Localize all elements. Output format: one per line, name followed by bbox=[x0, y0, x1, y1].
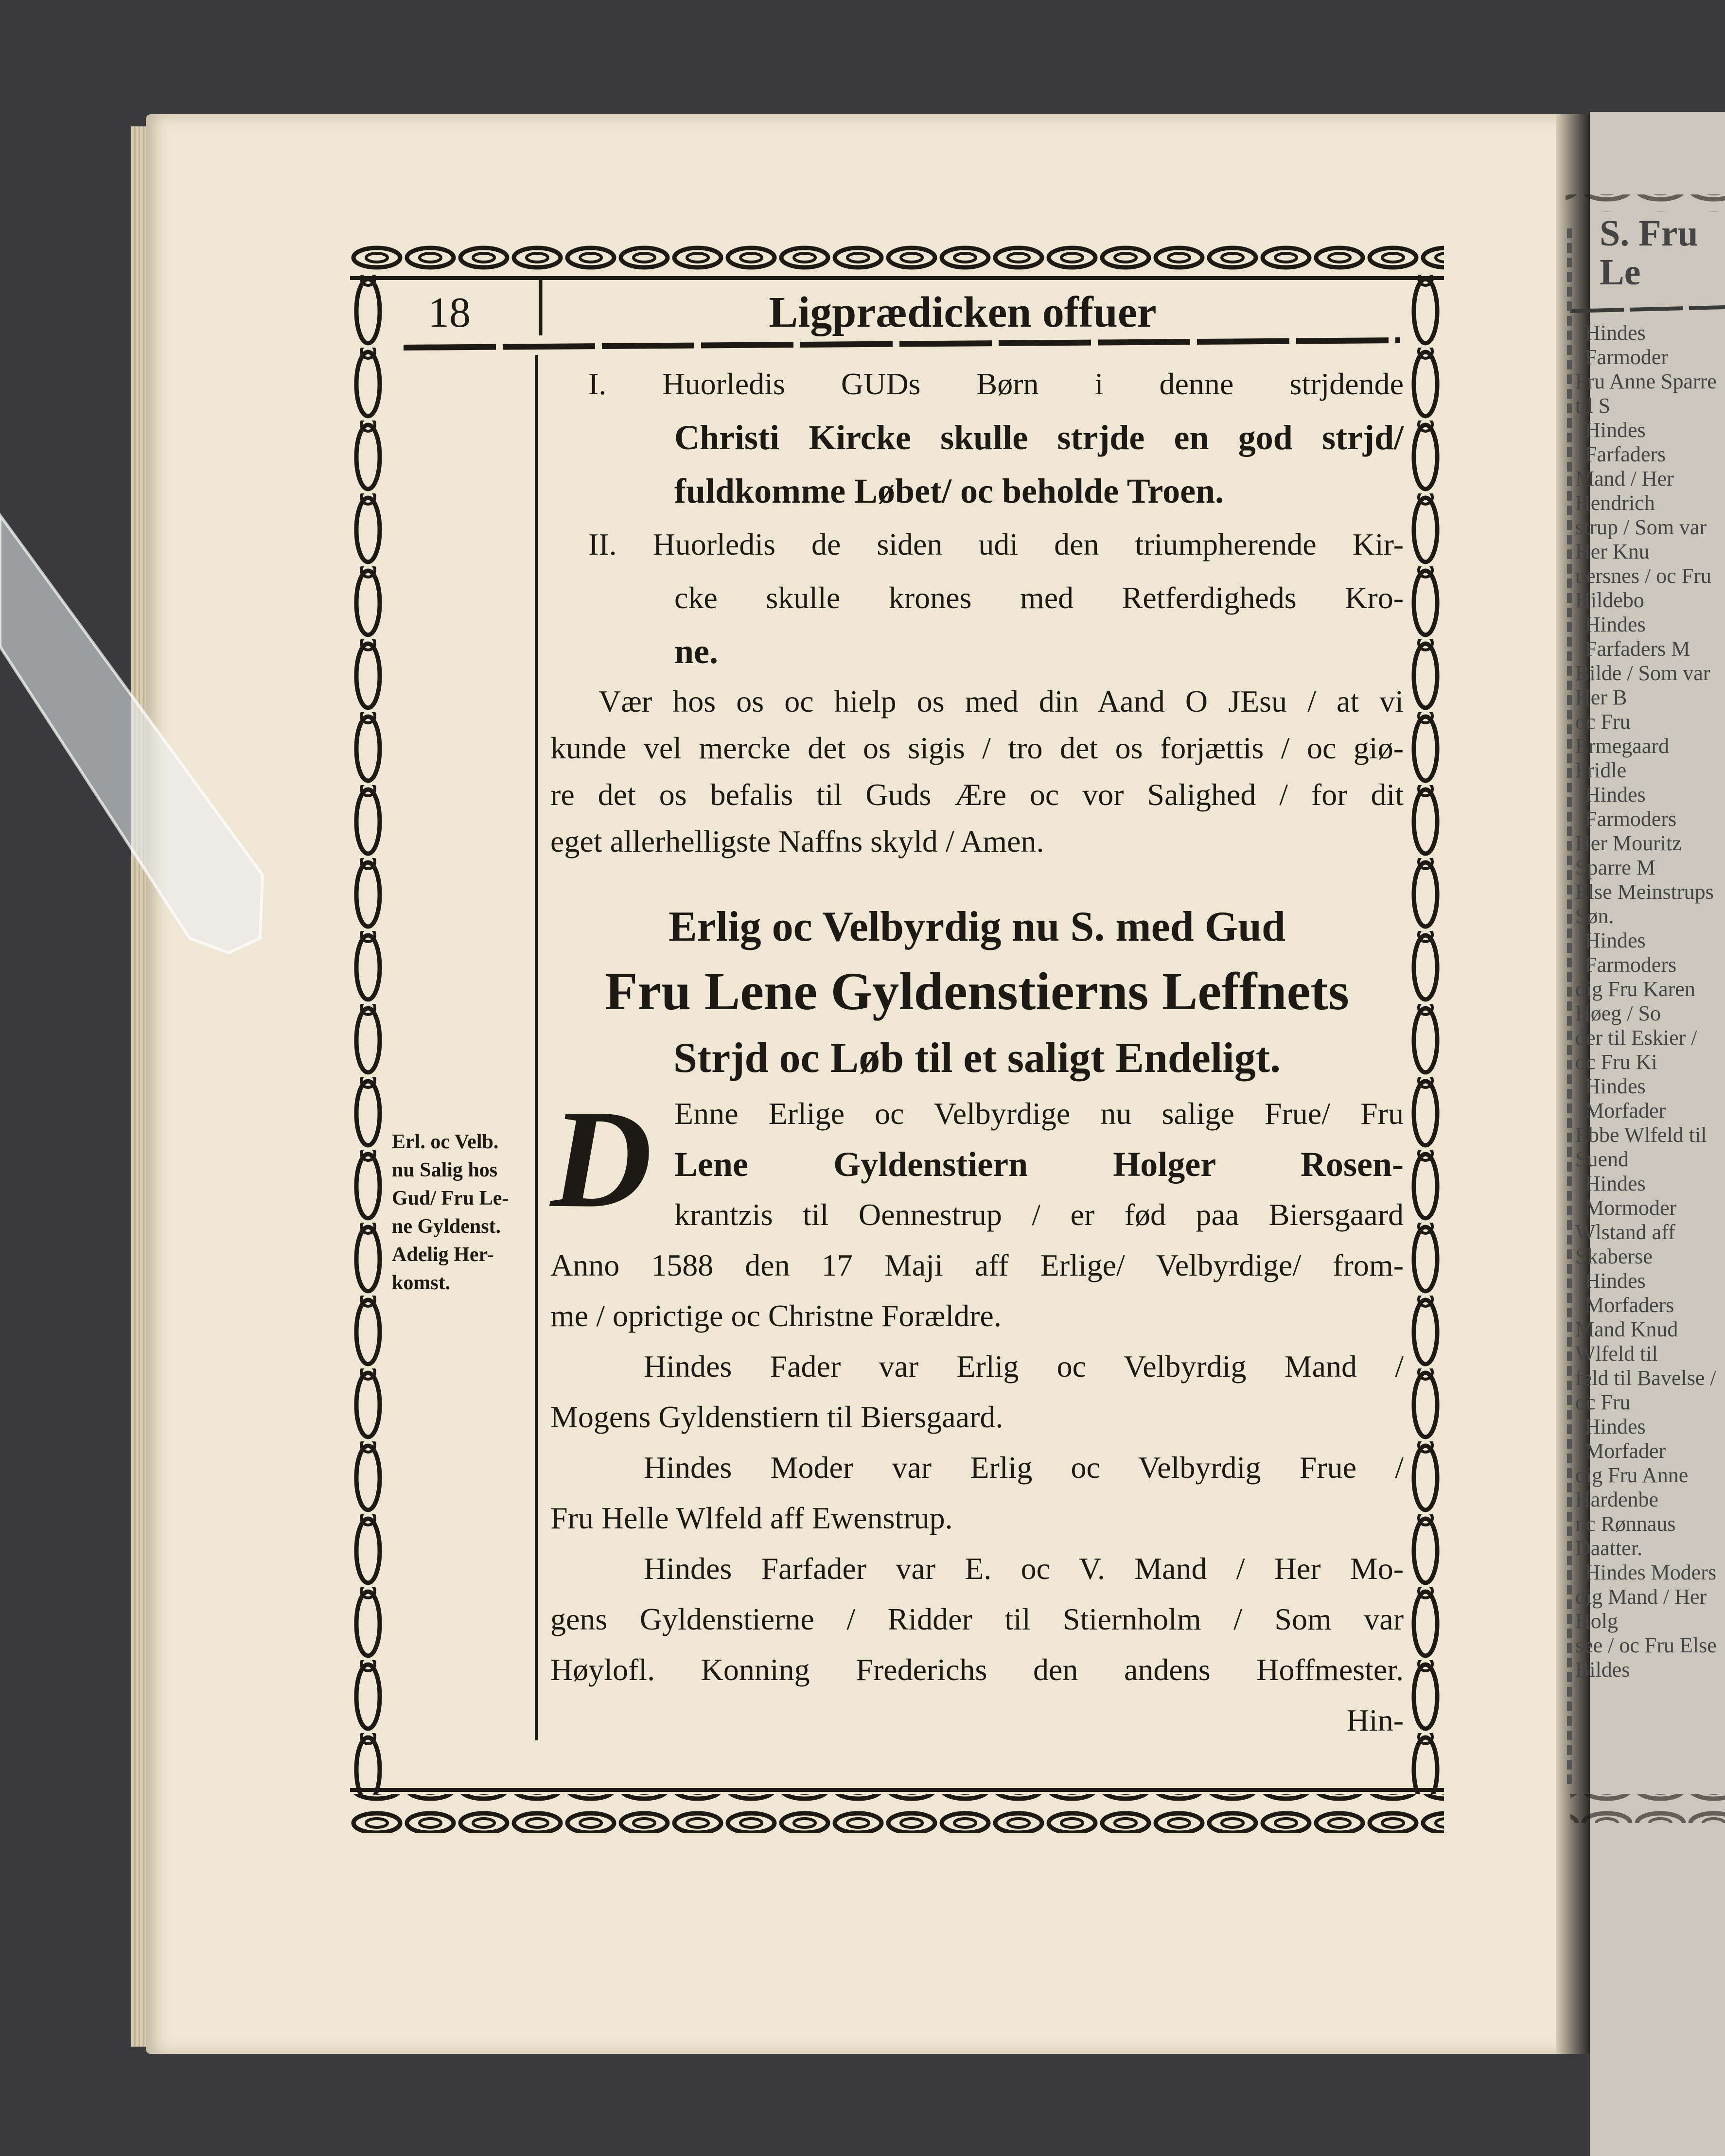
body-line: II. Huorledis de siden udi den triumpherende Kir- bbox=[588, 527, 1404, 561]
facing-line: Hindes Morfader bbox=[1585, 1415, 1666, 1463]
facing-line: Bilde / Som var Her B bbox=[1575, 661, 1710, 709]
body-line: I. Huorledis GUDs Børn i denne strjdende bbox=[588, 367, 1404, 401]
body-line: Mogens Gyldenstiern til Biersgaard. bbox=[550, 1400, 1003, 1434]
facing-line: Mand / Her Hendrich bbox=[1575, 467, 1674, 515]
body-line: Hin- bbox=[1346, 1703, 1404, 1737]
facing-line: feld til Bavelse / oc Fru bbox=[1575, 1366, 1716, 1414]
facing-running-head: S. Fru Le bbox=[1600, 213, 1698, 293]
body-line: Hindes Farfader var E. oc V. Mand / Her Mo- bbox=[644, 1551, 1404, 1586]
body-line: Hindes Moder var Erlig oc Velbyrdig Frue / bbox=[644, 1450, 1404, 1485]
body-line: eget allerhelligste Naffns skyld / Amen. bbox=[550, 824, 1044, 859]
facing-line: see / oc Fru Else Bildes bbox=[1575, 1633, 1717, 1682]
margin-note-line: Erl. oc Velb. bbox=[392, 1131, 499, 1153]
page-number: 18 bbox=[428, 289, 471, 336]
facing-line: uersnes / oc Fru Hildebo bbox=[1575, 564, 1711, 612]
body-text bbox=[550, 357, 1404, 1746]
body-line: ne. bbox=[674, 632, 718, 671]
facing-line: Else Meinstrups Søn. bbox=[1575, 880, 1714, 928]
facing-line: dig Mand / Her Holg bbox=[1575, 1585, 1707, 1633]
facing-line: Hindes Farfaders bbox=[1585, 418, 1666, 466]
facing-line: Hindes Morfaders bbox=[1585, 1269, 1674, 1317]
top-border bbox=[350, 241, 1444, 275]
body-line: krantzis til Oennestrup / er fød paa Biersgaard bbox=[674, 1197, 1404, 1232]
facing-line: Wlstand aff Skaberse bbox=[1575, 1220, 1675, 1268]
margin-note-line: Gud/ Fru Le- bbox=[392, 1187, 509, 1209]
margin-note-line: ne Gyldenst. bbox=[392, 1215, 501, 1238]
body-line: Anno 1588 den 17 Maji aff Erlige/ Velbyrdige/ from- bbox=[550, 1248, 1404, 1282]
margin-note-line: nu Salig hos bbox=[392, 1159, 498, 1181]
body-line: re det os befalis til Guds Ære oc vor Salighed / for dit bbox=[550, 777, 1404, 812]
body-line: fuldkomme Løbet/ oc beholde Troen. bbox=[674, 472, 1224, 510]
facing-line: Hindes Morfader bbox=[1585, 1074, 1666, 1122]
body-line: me / oprictige oc Christne Forældre. bbox=[550, 1298, 1002, 1333]
facing-line: der til Eskier / oc Fru Ki bbox=[1575, 1026, 1697, 1074]
facing-line: dig Fru Anne Hardenbe bbox=[1575, 1463, 1689, 1511]
margin-note-line: komst. bbox=[392, 1272, 451, 1294]
body-line: Høylofl. Konning Frederichs den andens Hoffmester. bbox=[550, 1652, 1404, 1687]
body-line: cke skulle krones med Retferdigheds Kro- bbox=[674, 580, 1404, 615]
facing-line: Fru Anne Sparre til S bbox=[1575, 369, 1717, 418]
right-border bbox=[1409, 275, 1444, 1794]
section-heading: Strjd oc Løb til et saligt Endeligt. bbox=[673, 1034, 1281, 1082]
facing-line: Hindes Farmoders bbox=[1585, 929, 1677, 977]
letter-opener bbox=[0, 0, 340, 1021]
margin-note bbox=[392, 1128, 530, 1297]
facing-line: oc Fru Ermegaard Fridle bbox=[1575, 710, 1669, 782]
facing-line: nc Rønnaus Daatter. bbox=[1575, 1512, 1676, 1560]
facing-line: dig Fru Karen Høeg / So bbox=[1575, 977, 1695, 1025]
body-line: Lene Gyldenstiern Holger Rosen- bbox=[674, 1145, 1404, 1184]
facing-line: Hindes Mormoder bbox=[1585, 1172, 1677, 1220]
body-line: Hindes Fader var Erlig oc Velbyrdig Mand / bbox=[644, 1349, 1404, 1384]
facing-line: Hindes Farmoder bbox=[1585, 321, 1669, 369]
running-head: Ligprædicken offuer bbox=[769, 288, 1157, 336]
facing-line: Hindes Moders bbox=[1585, 1560, 1717, 1584]
left-border bbox=[350, 275, 387, 1794]
facing-line: Her Mouritz Sparre M bbox=[1575, 831, 1682, 879]
facing-line: Ebbe Wlfeld til Suend bbox=[1575, 1123, 1707, 1171]
body-line: Vær hos os oc hielp os med din Aand O JEsu / at vi bbox=[598, 684, 1404, 719]
drop-cap: D bbox=[550, 1081, 652, 1237]
section-heading: Fru Lene Gyldenstierns Leffnets bbox=[605, 962, 1349, 1021]
body-line: Fru Helle Wlfeld aff Ewenstrup. bbox=[550, 1501, 953, 1535]
facing-line: strup / Som var Her Knu bbox=[1575, 515, 1707, 563]
facing-line: Hindes Farfaders M bbox=[1585, 613, 1690, 661]
facing-page-text bbox=[1575, 321, 1721, 1682]
body-line: kunde vel mercke det os sigis / tro det os forjættis / oc giø- bbox=[550, 731, 1404, 765]
section-heading: Erlig oc Velbyrdig nu S. med Gud bbox=[669, 903, 1285, 950]
body-line: gens Gyldenstierne / Ridder til Stiernholm / Som var bbox=[550, 1602, 1404, 1636]
body-line: Enne Erlige oc Velbyrdige nu salige Frue/ Fru bbox=[674, 1096, 1404, 1131]
body-line: Christi Kircke skulle strjde en god strjd/ bbox=[674, 418, 1404, 457]
margin-note-line: Adelig Her- bbox=[392, 1244, 494, 1266]
bottom-border bbox=[350, 1794, 1444, 1833]
facing-line: Mand Knud Wlfeld til bbox=[1575, 1317, 1678, 1366]
facing-line: Hindes Farmoders bbox=[1585, 783, 1677, 831]
header-rule bbox=[404, 340, 1400, 348]
